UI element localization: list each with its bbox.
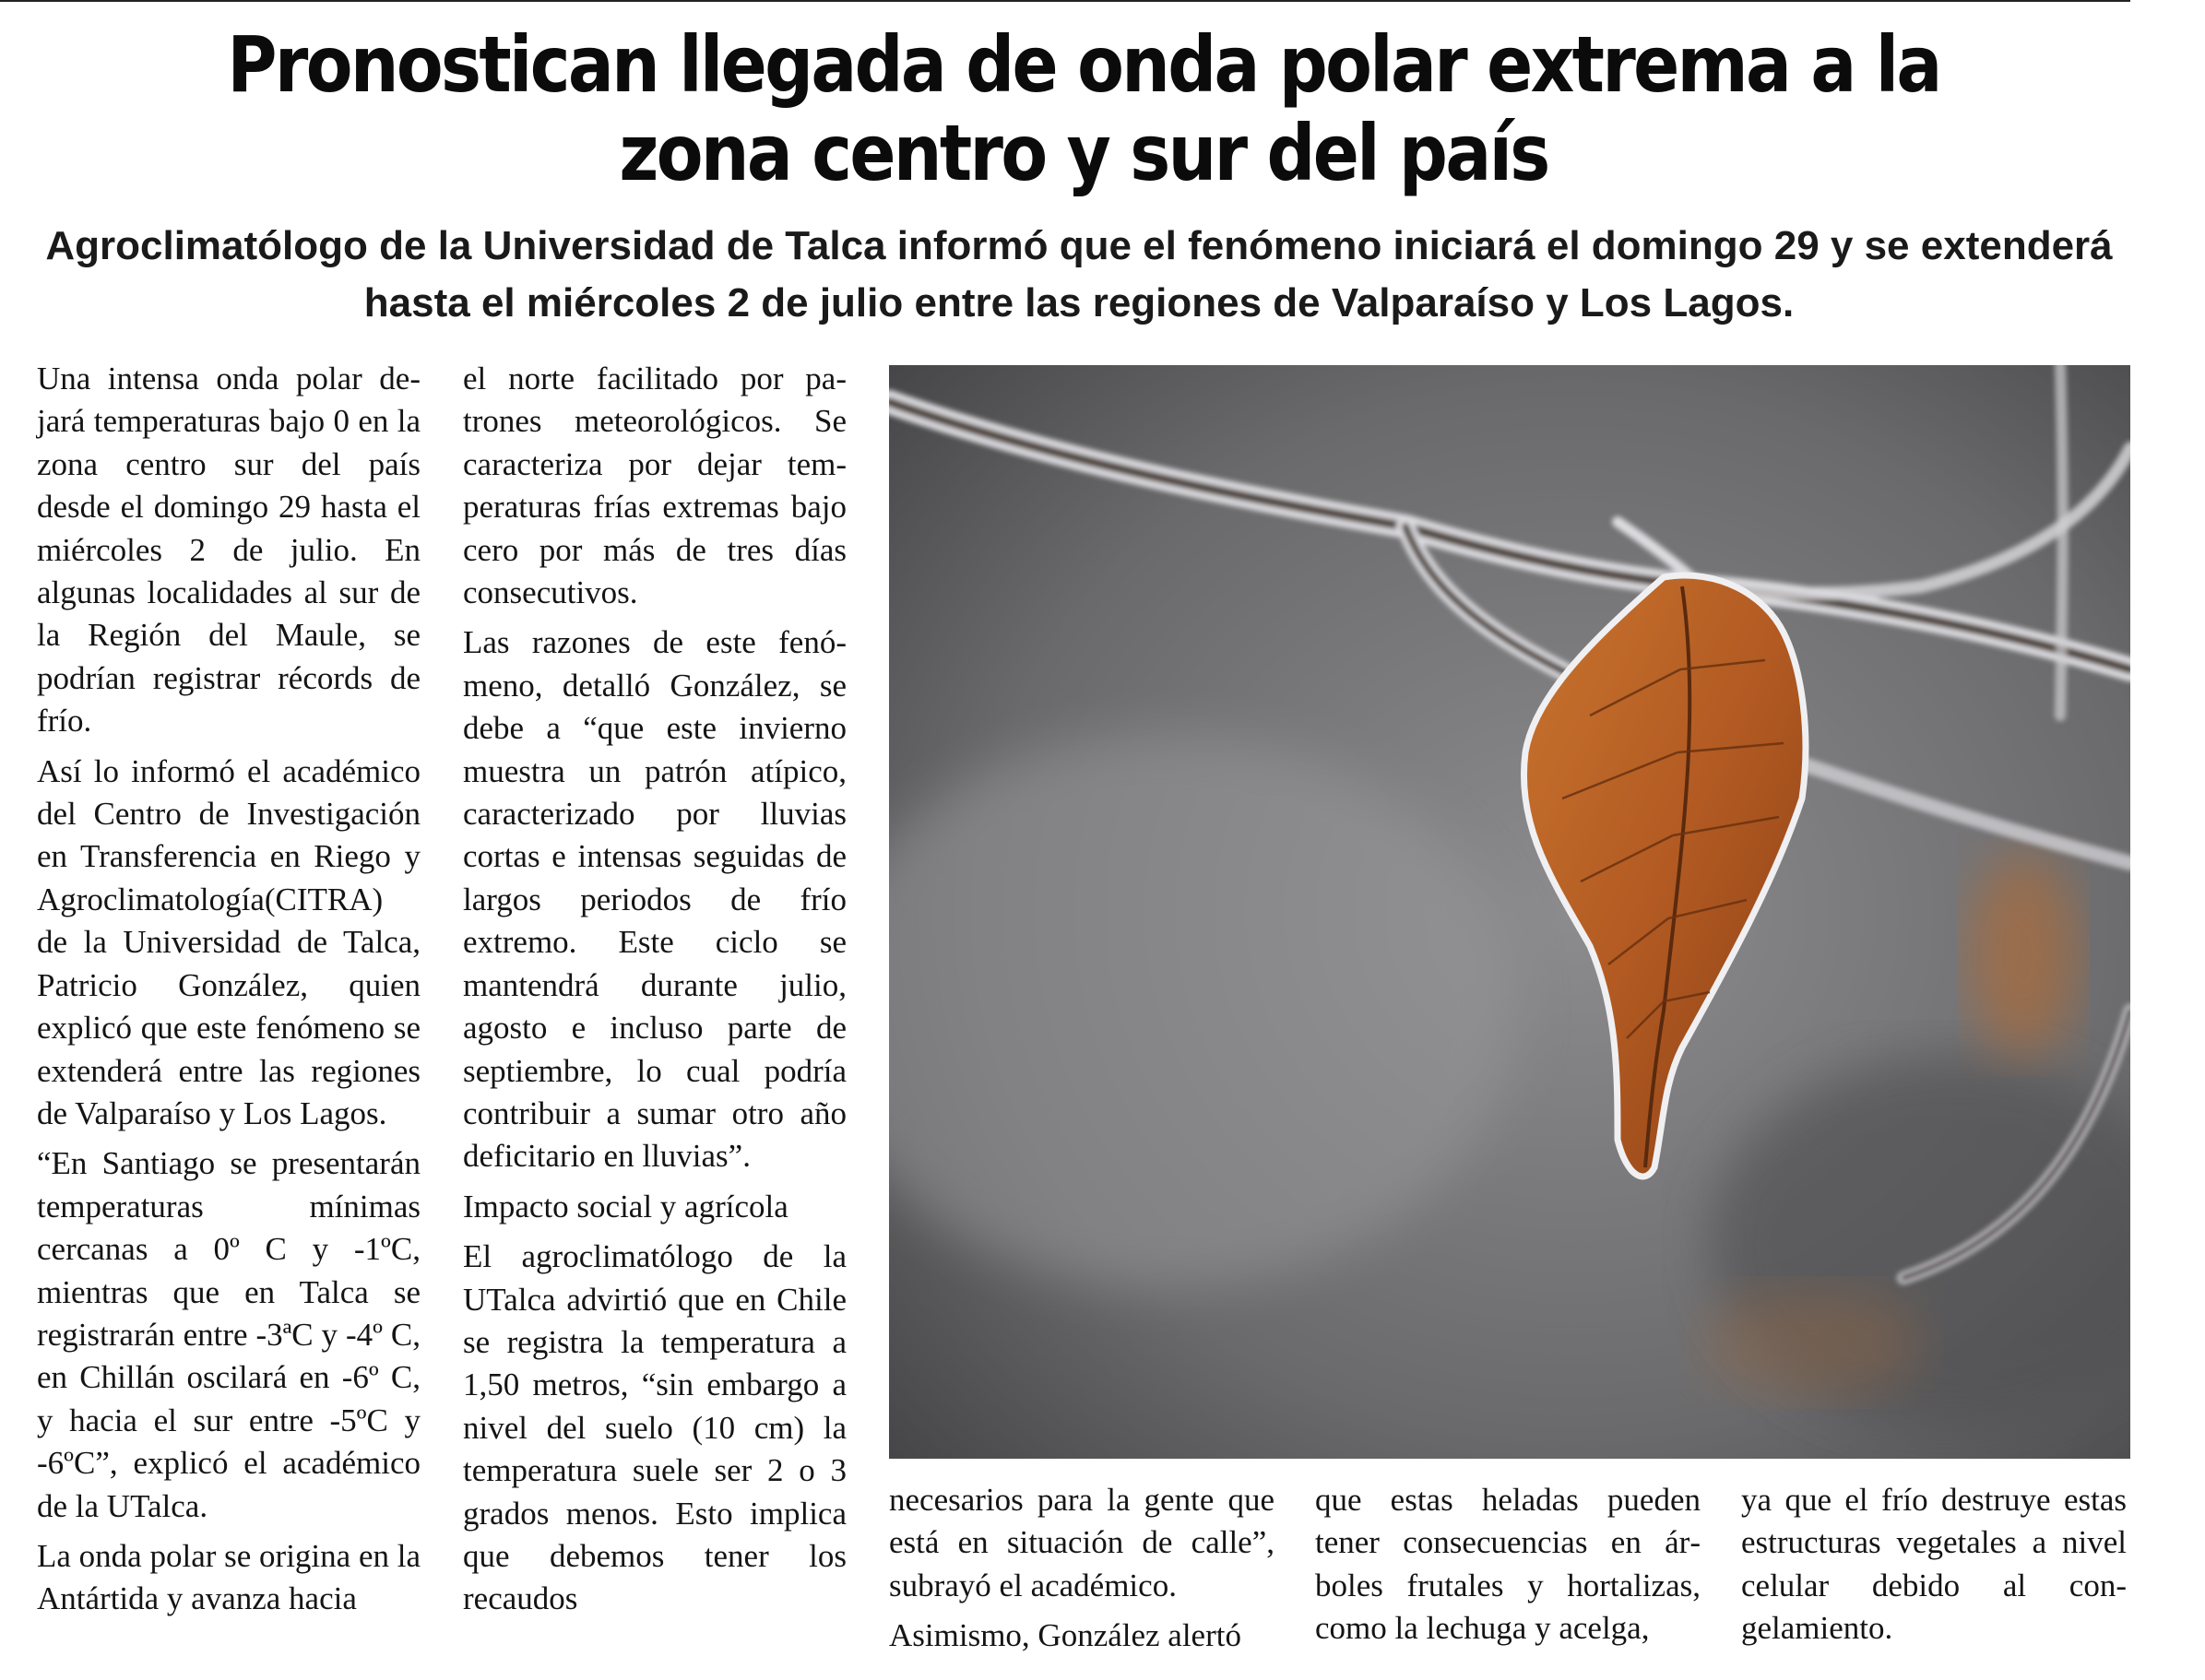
paragraph: necesarios para la gente que está en situación de calle”, subrayó el académico. (889, 1482, 1274, 1603)
article-column-1 (37, 358, 421, 1628)
top-rule (0, 0, 2130, 2)
paragraph: Una intensa onda polar dejará temperaturas bajo 0 en la zona centro sur del país desde el domingo 29 hasta el miércoles 2 de julio. En algunas localidades al sur de la Región del Maule, se podrían registrar récords de frío. (37, 361, 421, 739)
paragraph: El agroclimatólogo de la UTalca advirtió que en Chile se registra la temperatura a 1,50 metros, “sin embargo a nivel del suelo (10 cm) la temperatura suele ser 2 o 3 grados menos. Esto implica que debemos tener los recaudos (463, 1238, 847, 1617)
paragraph: La onda polar se origina en la Antártida y avanza hacia (37, 1537, 421, 1617)
paragraph: que estas heladas pueden tener consecuencias en árboles frutales y hortalizas, como la lechuga y acelga, (1315, 1482, 1701, 1647)
section-subheading: Impacto social y agrícola (463, 1188, 788, 1225)
paragraph: “En Santiago se presentarán temperaturas mínimas cercanas a 0º C y -1ºC, mientras que en Talca se registrarán entre -3ªC y -4º C, en Chillán oscilará en -6º C, y hacia el sur entre -5ºC y -6ºC”, explicó el académico de la UTalca. (37, 1145, 421, 1524)
subheadline: Agroclimatólogo de la Universidad de Talca informó que el fenómeno iniciará el domingo 29 y se extenderá hasta el miércoles 2 de julio entre las regiones de Valparaíso y Los Lagos. (45, 223, 2113, 325)
paragraph: el norte facilitado por patrones meteorológicos. Se caracteriza por dejar temperaturas frías extremas bajo cero por más de tres días consecutivos. (463, 361, 847, 611)
frost-leaf-image (889, 365, 2130, 1459)
paragraph: Así lo informó el académico del Centro de Investigación en Transferencia en Riego y Agroclimatología(CITRA) de la Universidad de Talca, Patricio González, quien explicó que este fenómeno se extenderá entre las regiones de Valparaíso y Los Lagos. (37, 752, 421, 1131)
headline: Pronostican llegada de onda polar extrema a la zona centro y sur del país (227, 19, 1940, 198)
article-photo (889, 365, 2130, 1459)
article-column-2 (463, 358, 847, 1628)
article-column-4 (1315, 1479, 1701, 1658)
paragraph: Asimismo, González alertó (889, 1617, 1241, 1654)
article-column-3 (889, 1479, 1274, 1665)
article-column-5 (1741, 1479, 2127, 1658)
paragraph: Las razones de este fenómeno, detalló González, se debe a “que este invierno muestra un patrón atípico, caracterizado por lluvias cortas e intensas seguidas de largos periodos de frío extremo. Este ciclo se mantendrá durante julio, agosto e incluso parte de septiembre, lo cual podría contribuir a sumar otro año deficitario en lluvias”. (463, 624, 847, 1175)
paragraph: ya que el frío destruye estas estructuras vegetales a nivel celular debido al congelamiento. (1741, 1482, 2127, 1647)
